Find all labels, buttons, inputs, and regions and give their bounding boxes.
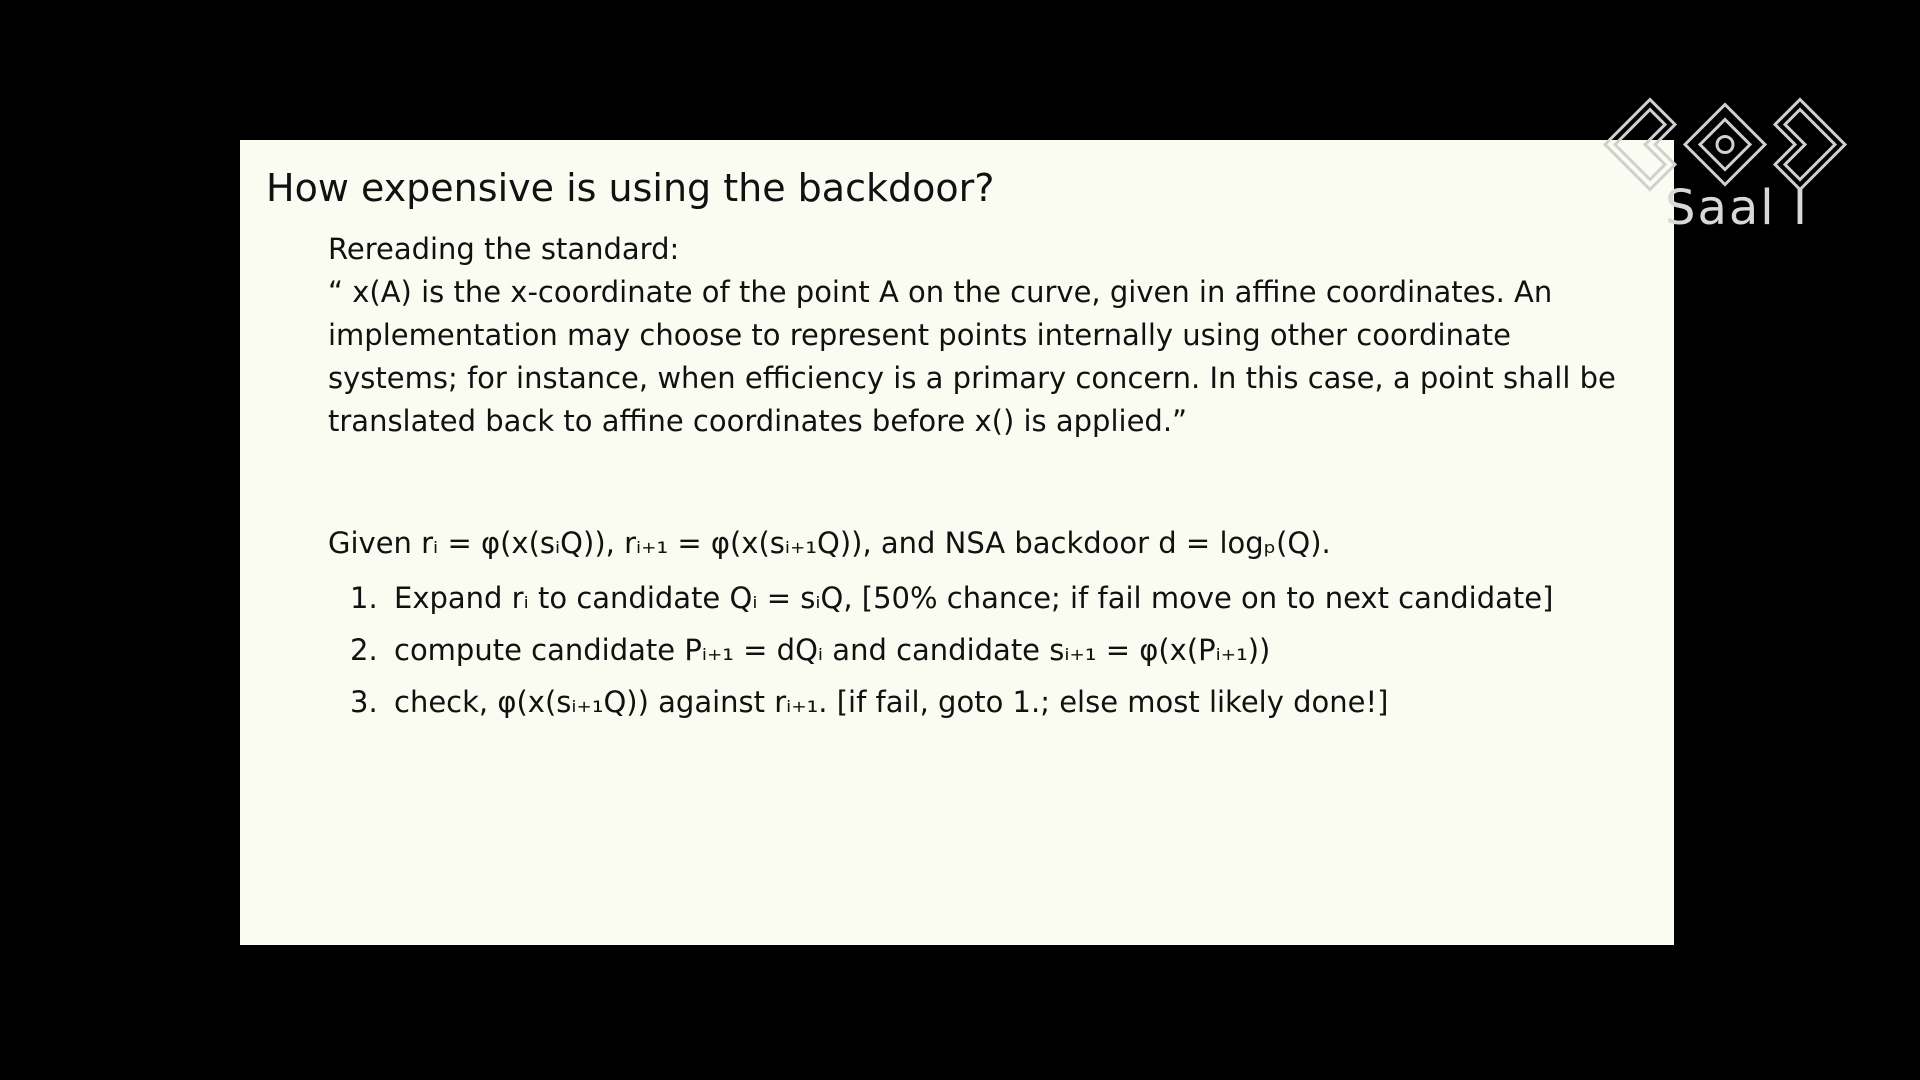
- given-statement: Given rᵢ = φ(x(sᵢQ)), rᵢ₊₁ = φ(x(sᵢ₊₁Q)), and NSA backdoor d = logₚ(Q).: [328, 526, 1331, 560]
- step-number: 1.: [350, 581, 378, 615]
- list-item: [350, 572, 1553, 624]
- intro-text: Rereading the standard:: [328, 232, 680, 266]
- steps-list: [350, 572, 1553, 728]
- step-text: check, φ(x(sᵢ₊₁Q)) against rᵢ₊₁. [if fail, goto 1.; else most likely done!]: [394, 685, 1389, 719]
- step-text: Expand rᵢ to candidate Qᵢ = sᵢQ, [50% chance; if fail move on to next candidate]: [394, 581, 1554, 615]
- room-label: Saal I: [1665, 180, 1810, 236]
- slide-title: How expensive is using the backdoor?: [266, 166, 995, 210]
- list-item: [350, 624, 1553, 676]
- step-text: compute candidate Pᵢ₊₁ = dQᵢ and candidate sᵢ₊₁ = φ(x(Pᵢ₊₁)): [394, 633, 1271, 667]
- standard-quote: “ x(A) is the x-coordinate of the point A on the curve, given in affine coordinates. An implementation may choose to represent points internally using other coordinate systems; for instance, when efficiency is a primary concern. In this case, a point shall be translated back to affine coordinates before x() is applied.”: [328, 275, 1616, 438]
- presentation-slide: [240, 140, 1674, 945]
- step-number: 2.: [350, 633, 378, 667]
- slide-body: [328, 228, 1648, 443]
- step-number: 3.: [350, 685, 378, 719]
- list-item: [350, 676, 1553, 728]
